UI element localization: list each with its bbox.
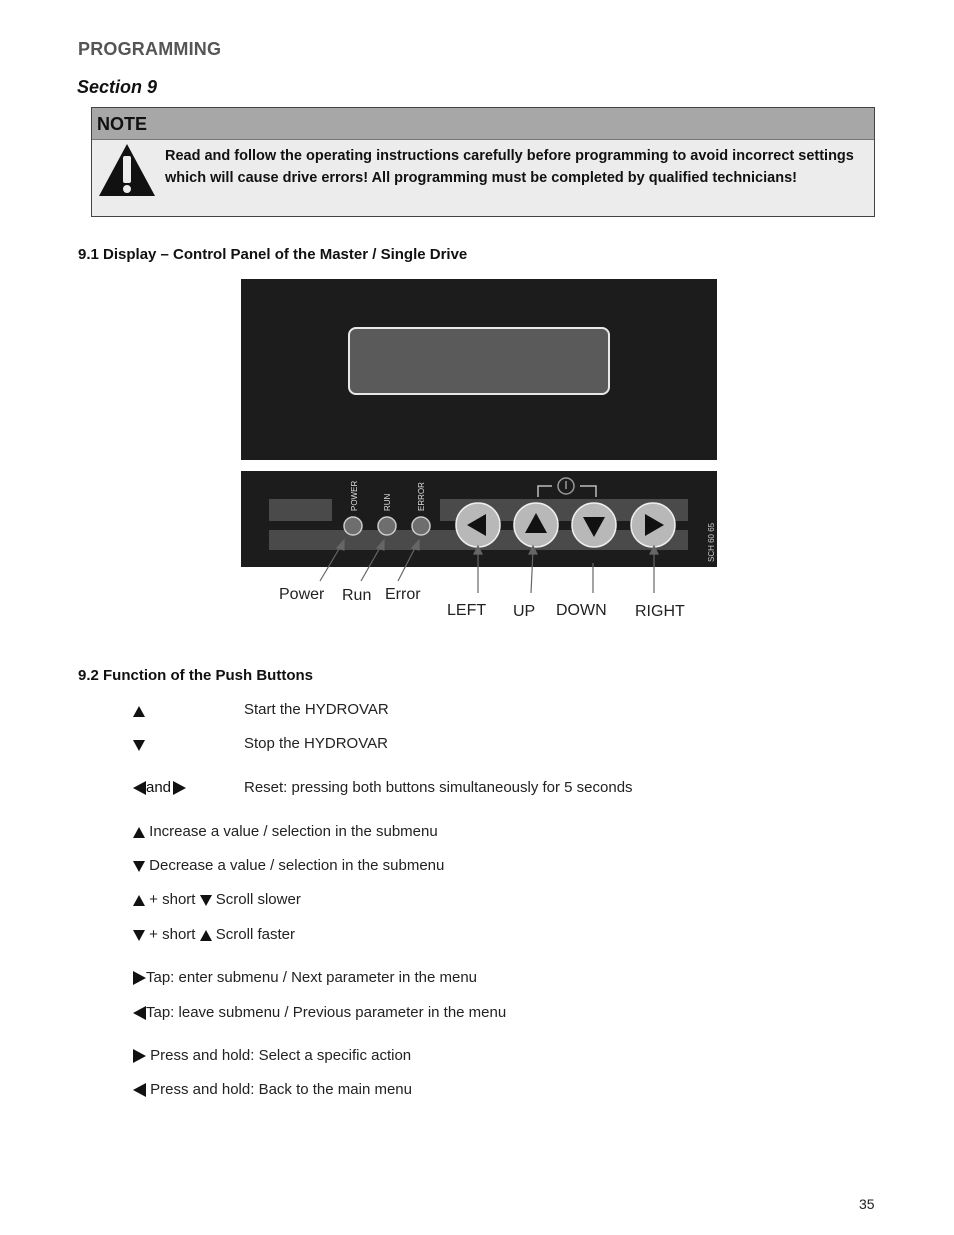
down-triangle-icon bbox=[133, 736, 145, 753]
left-triangle-icon bbox=[133, 1006, 146, 1020]
right-button[interactable] bbox=[631, 503, 675, 547]
chapter-title: PROGRAMMING bbox=[78, 39, 222, 59]
section-title: Section 9 bbox=[77, 77, 158, 97]
callout-run: Run bbox=[342, 587, 372, 604]
lcd-screen bbox=[349, 328, 609, 394]
led-label-error: ERROR bbox=[417, 482, 426, 511]
up-triangle-icon bbox=[133, 827, 145, 838]
callout-up: UP bbox=[513, 603, 536, 620]
list-item bbox=[133, 891, 301, 908]
row-desc: Stop the HYDROVAR bbox=[244, 735, 388, 752]
figure-code: SCH 60 65 bbox=[707, 522, 716, 562]
down-button[interactable] bbox=[572, 503, 616, 547]
left-and-right-icons bbox=[133, 779, 186, 796]
list-item bbox=[133, 1004, 506, 1021]
list-item-text: Scroll slower bbox=[215, 891, 301, 908]
warning-icon bbox=[97, 142, 157, 198]
note-title: NOTE bbox=[97, 114, 148, 134]
run-led bbox=[378, 517, 396, 535]
list-item-text: Tap: enter submenu / Next parameter in the menu bbox=[146, 969, 478, 986]
error-led bbox=[412, 517, 430, 535]
row-desc: Reset: pressing both buttons simultaneously for 5 seconds bbox=[244, 779, 633, 796]
up-triangle-icon bbox=[133, 895, 145, 906]
callout-left: LEFT bbox=[447, 602, 487, 619]
list-item bbox=[133, 823, 438, 840]
list-item-mid: + short bbox=[149, 926, 196, 943]
list-item-text: Tap: leave submenu / Previous parameter in the menu bbox=[146, 1004, 507, 1021]
down-triangle-icon bbox=[133, 861, 145, 872]
joiner-text: and bbox=[146, 779, 172, 796]
callout-power: Power bbox=[279, 586, 325, 603]
up-button[interactable] bbox=[514, 503, 558, 547]
list-item-text: Increase a value / selection in the submenu bbox=[149, 823, 438, 840]
right-triangle-icon bbox=[133, 1049, 146, 1063]
list-item bbox=[133, 857, 444, 874]
note-box bbox=[91, 107, 875, 217]
callout-down: DOWN bbox=[556, 602, 607, 619]
page-number: 35 bbox=[859, 1196, 875, 1212]
power-led bbox=[344, 517, 362, 535]
down-triangle-icon bbox=[133, 930, 145, 941]
left-triangle-icon bbox=[133, 781, 146, 795]
label-strip-left bbox=[269, 499, 332, 521]
left-button[interactable] bbox=[456, 503, 500, 547]
section-9-1-heading: 9.1 Display – Control Panel of the Master / Single Drive bbox=[78, 246, 468, 263]
down-triangle-icon bbox=[200, 895, 212, 906]
led-label-power: POWER bbox=[350, 480, 359, 511]
note-header bbox=[92, 108, 874, 140]
control-panel-figure bbox=[240, 278, 720, 628]
row-desc: Start the HYDROVAR bbox=[244, 701, 389, 718]
up-triangle-icon bbox=[133, 702, 145, 719]
note-text: Read and follow the operating instructions carefully before programming to avoid incorrect settings which will cause drive errors! All programming must be completed by qualified technicians! bbox=[165, 148, 854, 186]
up-triangle-icon bbox=[200, 930, 212, 941]
list-item-text: Scroll faster bbox=[215, 926, 295, 943]
right-triangle-icon bbox=[133, 971, 146, 985]
list-item-text: Press and hold: Select a specific action bbox=[150, 1047, 412, 1064]
callout-error: Error bbox=[385, 586, 421, 603]
list-item-text: Decrease a value / selection in the submenu bbox=[149, 857, 445, 874]
list-item bbox=[133, 926, 295, 943]
left-triangle-icon bbox=[133, 1083, 146, 1097]
list-item-text: Press and hold: Back to the main menu bbox=[150, 1081, 412, 1098]
list-item-mid: + short bbox=[149, 891, 196, 908]
led-label-run: RUN bbox=[383, 493, 392, 511]
list-item bbox=[133, 969, 477, 986]
list-item bbox=[133, 1047, 411, 1064]
callout-right: RIGHT bbox=[635, 603, 685, 620]
list-item bbox=[133, 1081, 412, 1098]
right-triangle-icon bbox=[173, 781, 186, 795]
section-9-2-heading: 9.2 Function of the Push Buttons bbox=[78, 667, 313, 684]
